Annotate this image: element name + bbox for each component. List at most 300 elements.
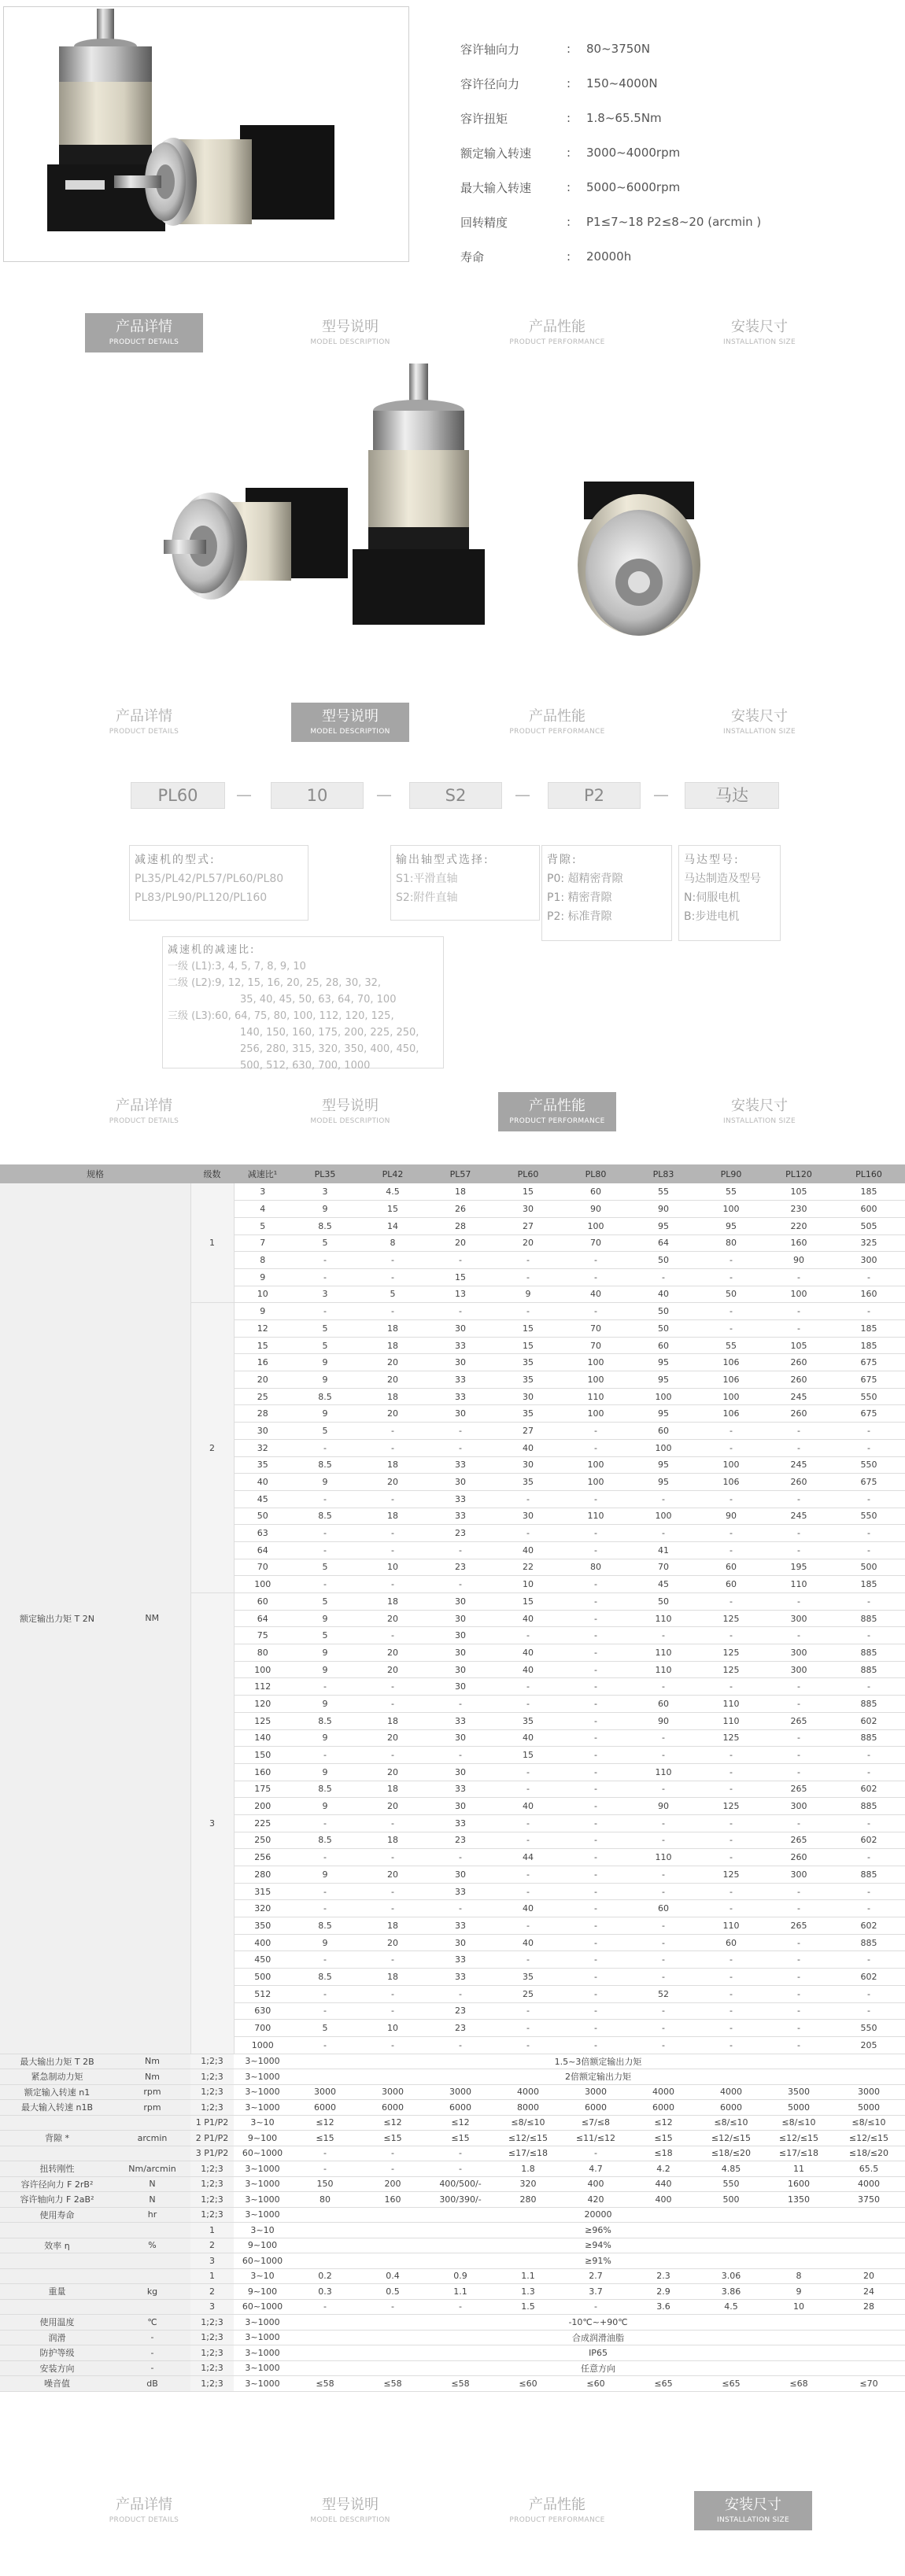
value-cell: 10 (765, 2299, 833, 2315)
value-cell: - (494, 1252, 562, 1269)
value-cell: 125 (697, 1610, 765, 1627)
value-cell: 885 (833, 1661, 905, 1678)
value-cell: 60 (697, 1576, 765, 1593)
value-cell: 300/390/- (427, 2192, 494, 2208)
value-cell: - (630, 1678, 697, 1696)
value-cell: 60 (630, 1423, 697, 1440)
stage-cell: 1 (190, 2268, 234, 2284)
tab-cn: 型号说明 (322, 1098, 379, 1114)
value-cell: 9 (291, 1610, 359, 1627)
value-cell: ≤15 (359, 2131, 427, 2146)
table-row (0, 1183, 905, 1201)
value-cell: 6000 (630, 2100, 697, 2116)
value-cell: 27 (494, 1423, 562, 1440)
span-value-cell: ≥94% (291, 2238, 905, 2253)
value-cell: 80 (697, 1234, 765, 1252)
value-cell: 10 (359, 1559, 427, 1576)
value-cell: - (427, 1303, 494, 1320)
spec-sep: : (567, 180, 571, 194)
value-cell: ≤8/≤10 (494, 2115, 562, 2131)
value-cell: 18 (359, 1832, 427, 1849)
stage-cell: 3 (190, 2253, 234, 2269)
value-cell: 9 (291, 1644, 359, 1662)
value-cell: 4000 (630, 2084, 697, 2100)
value-cell: - (427, 2161, 494, 2177)
row-unit (114, 2299, 190, 2315)
value-cell: 3 (291, 1286, 359, 1303)
value-cell: - (630, 2002, 697, 2020)
value-cell: - (833, 1303, 905, 1320)
row-unit: - (114, 2330, 190, 2345)
value-cell: - (562, 1747, 630, 1764)
table-row (0, 2207, 905, 2223)
ratio-cell: 630 (234, 2002, 291, 2020)
value-cell: - (494, 1525, 562, 1542)
value-cell: - (562, 1729, 630, 1747)
value-cell: - (833, 2002, 905, 2020)
value-cell: 23 (427, 1559, 494, 1576)
value-cell: - (765, 1439, 833, 1456)
value-cell: 95 (630, 1456, 697, 1474)
value-cell: 100 (562, 1474, 630, 1491)
value-cell: 100 (562, 1405, 630, 1423)
value-cell: 125 (697, 1798, 765, 1815)
value-cell: 30 (427, 1798, 494, 1815)
value-cell: 260 (765, 1474, 833, 1491)
tab-installation-size[interactable] (694, 2491, 812, 2530)
value-cell: - (697, 1627, 765, 1644)
value-cell: 105 (765, 1337, 833, 1354)
value-cell: 160 (359, 2192, 427, 2208)
value-cell: 110 (630, 1644, 697, 1662)
ratio-cell: 1000 (234, 2036, 291, 2054)
value-cell: - (697, 1951, 765, 1969)
tab-en: PRODUCT DETAILS (109, 1117, 179, 1125)
value-cell: - (833, 1900, 905, 1917)
ratio-cell: 3~1000 (234, 2360, 291, 2376)
value-cell: 9 (291, 1729, 359, 1747)
code-ratio: 10 (271, 782, 364, 809)
nav-tabs-1 (0, 313, 905, 352)
value-cell: 885 (833, 1798, 905, 1815)
row-label (0, 2253, 114, 2269)
value-cell: - (494, 1883, 562, 1900)
tab-product-details[interactable] (85, 2491, 203, 2530)
value-cell: 675 (833, 1405, 905, 1423)
row-label (0, 2268, 114, 2284)
value-cell: - (359, 1900, 427, 1917)
value-cell: - (630, 1832, 697, 1849)
value-cell: 0.4 (359, 2268, 427, 2284)
value-cell: - (833, 1627, 905, 1644)
value-cell: - (562, 1763, 630, 1781)
spec-row (460, 239, 870, 274)
value-cell: 110 (562, 1388, 630, 1405)
value-cell: 265 (765, 1781, 833, 1798)
value-cell: 60 (630, 1337, 697, 1354)
value-cell: - (427, 1252, 494, 1269)
value-cell: - (697, 1814, 765, 1832)
row-label: 噪音值 (0, 2376, 114, 2392)
value-cell: ≤12/≤15 (697, 2131, 765, 2146)
value-cell: 40 (494, 1644, 562, 1662)
code-dash: — (653, 785, 669, 804)
shaft-desc (390, 845, 540, 921)
value-cell: - (765, 1696, 833, 1713)
tab-product-details[interactable] (85, 313, 203, 352)
value-cell: 420 (562, 2192, 630, 2208)
value-cell: 13 (427, 1286, 494, 1303)
row-label: 重量 (0, 2284, 114, 2300)
tab-product-performance[interactable] (498, 703, 616, 742)
ratio-cell: 3~1000 (234, 2330, 291, 2345)
value-cell: - (562, 1303, 630, 1320)
value-cell: 18 (359, 1337, 427, 1354)
value-cell: - (765, 1934, 833, 1951)
value-cell: 8.5 (291, 1969, 359, 1986)
code-dash: — (376, 785, 392, 804)
value-cell: - (697, 1781, 765, 1798)
value-cell: ≤8/≤10 (765, 2115, 833, 2131)
value-cell: 100 (630, 1439, 697, 1456)
value-cell: 40 (494, 1661, 562, 1678)
value-cell: - (697, 1900, 765, 1917)
tab-cn: 产品详情 (116, 708, 172, 725)
value-cell: 20 (359, 1644, 427, 1662)
ratio-cell: 200 (234, 1798, 291, 1815)
spec-sep: : (567, 42, 571, 56)
value-cell: - (765, 1320, 833, 1338)
value-cell: 11 (765, 2161, 833, 2177)
table-row (0, 2268, 905, 2284)
tab-installation-size[interactable] (700, 703, 818, 742)
ratio-cell: 3~10 (234, 2268, 291, 2284)
value-cell: - (494, 1627, 562, 1644)
tab-model-description[interactable] (291, 1092, 409, 1131)
value-cell: 30 (427, 1661, 494, 1678)
value-cell: - (562, 1798, 630, 1815)
tab-en: PRODUCT PERFORMANCE (509, 2516, 605, 2524)
ratio-cell: 160 (234, 1763, 291, 1781)
tab-model-description[interactable] (291, 703, 409, 742)
value-cell: - (291, 1883, 359, 1900)
value-cell: 3750 (833, 2192, 905, 2208)
code-backlash: P2 (548, 782, 641, 809)
value-cell: 550 (833, 1388, 905, 1405)
value-cell: 675 (833, 1371, 905, 1389)
value-cell: 885 (833, 1696, 905, 1713)
value-cell: - (562, 1781, 630, 1798)
value-cell: 24 (833, 2284, 905, 2300)
table-row (0, 2161, 905, 2177)
value-cell: 150 (291, 2176, 359, 2192)
value-cell: ≤65 (630, 2376, 697, 2392)
value-cell: 125 (697, 1661, 765, 1678)
tab-installation-size[interactable] (700, 313, 818, 352)
value-cell: 3000 (291, 2084, 359, 2100)
value-cell: 3.6 (630, 2299, 697, 2315)
tab-product-performance[interactable] (498, 2491, 616, 2530)
ratio-cell: 64 (234, 1541, 291, 1559)
value-cell: - (427, 1423, 494, 1440)
row-unit: ℃ (114, 2315, 190, 2331)
ratio-cell: 125 (234, 1712, 291, 1729)
value-cell: 185 (833, 1320, 905, 1338)
ratio-cell: 60~1000 (234, 2299, 291, 2315)
value-cell: - (630, 1917, 697, 1935)
ratio-cell: 80 (234, 1644, 291, 1662)
value-cell: 64 (630, 1234, 697, 1252)
tab-product-performance[interactable] (498, 313, 616, 352)
spec-value: 80~3750N (586, 42, 651, 56)
value-cell: - (359, 1951, 427, 1969)
value-cell: - (562, 1541, 630, 1559)
value-cell: 1.1 (494, 2268, 562, 2284)
value-cell: 40 (494, 1439, 562, 1456)
code-dash: — (236, 785, 252, 804)
value-cell: - (765, 1627, 833, 1644)
value-cell: - (359, 1849, 427, 1866)
tab-installation-size[interactable] (700, 1092, 818, 1131)
value-cell: 14 (359, 1217, 427, 1234)
tab-model-description[interactable] (291, 2491, 409, 2530)
value-cell: 65.5 (833, 2161, 905, 2177)
value-cell: - (427, 1439, 494, 1456)
spec-value: 1.8~65.5Nm (586, 111, 662, 125)
hero-product-photo (3, 6, 409, 262)
table-header-cell: PL60 (494, 1164, 562, 1183)
value-cell: 300 (765, 1866, 833, 1884)
value-cell: 18 (359, 1508, 427, 1525)
value-cell: 20 (359, 1474, 427, 1491)
ratio-cell: 25 (234, 1388, 291, 1405)
ratio-cell: 512 (234, 1985, 291, 2002)
value-cell: 110 (697, 1712, 765, 1729)
value-cell: 8 (359, 1234, 427, 1252)
value-cell: - (359, 1525, 427, 1542)
table-row (0, 2238, 905, 2253)
stage-cell: 3 P1/P2 (190, 2146, 234, 2161)
tab-product-details[interactable] (85, 703, 203, 742)
value-cell: ≤8/≤10 (833, 2115, 905, 2131)
nav-tabs-4 (0, 2491, 905, 2530)
value-cell: - (562, 1866, 630, 1884)
ratio-cell: 350 (234, 1917, 291, 1935)
value-cell: 8.5 (291, 1456, 359, 1474)
value-cell: 1350 (765, 2192, 833, 2208)
value-cell: - (833, 1439, 905, 1456)
value-cell: 18 (359, 1320, 427, 1338)
tab-en: INSTALLATION SIZE (723, 338, 796, 346)
value-cell: ≤60 (562, 2376, 630, 2392)
value-cell: - (427, 1900, 494, 1917)
ratio-cell: 4 (234, 1201, 291, 1218)
value-cell: - (291, 2146, 359, 2161)
stage-cell: 1 P1/P2 (190, 2115, 234, 2131)
value-cell: 20 (359, 1763, 427, 1781)
value-cell: - (562, 1951, 630, 1969)
value-cell: 40 (494, 1900, 562, 1917)
ratio-cell: 60 (234, 1593, 291, 1611)
value-cell: - (833, 1883, 905, 1900)
ratio-cell: 140 (234, 1729, 291, 1747)
spec-sep: : (567, 146, 571, 160)
value-cell: 6000 (562, 2100, 630, 2116)
ratio-cell: 3~1000 (234, 2084, 291, 2100)
spec-key: 寿命 (460, 249, 485, 264)
value-cell: 300 (765, 1661, 833, 1678)
value-cell: 40 (630, 1286, 697, 1303)
value-cell: - (291, 1951, 359, 1969)
value-cell: - (765, 2002, 833, 2020)
value-cell: 400 (630, 2192, 697, 2208)
ratio-cell: 5 (234, 1217, 291, 1234)
ratio-cell: 9~100 (234, 2131, 291, 2146)
value-cell: 106 (697, 1474, 765, 1491)
value-cell: - (697, 1849, 765, 1866)
value-cell: ≤12/≤15 (494, 2131, 562, 2146)
tab-product-details[interactable] (85, 1092, 203, 1131)
value-cell: 40 (494, 1934, 562, 1951)
value-cell: 95 (697, 1217, 765, 1234)
value-cell: 300 (765, 1798, 833, 1815)
value-cell: 22 (494, 1559, 562, 1576)
torque-unit: NM (114, 1183, 190, 2054)
value-cell: 30 (494, 1201, 562, 1218)
value-cell: 40 (562, 1286, 630, 1303)
value-cell: - (765, 1541, 833, 1559)
value-cell: - (697, 2020, 765, 2037)
spec-list (460, 31, 870, 274)
value-cell: 80 (562, 1559, 630, 1576)
desc-line: 140, 150, 160, 175, 200, 225, 250, (240, 1027, 419, 1039)
value-cell: - (765, 1763, 833, 1781)
ratio-cell: 3~1000 (234, 2100, 291, 2116)
row-unit: N (114, 2192, 190, 2208)
value-cell: 20 (359, 1405, 427, 1423)
tab-en: INSTALLATION SIZE (723, 728, 796, 736)
value-cell: 550 (833, 1456, 905, 1474)
spec-row (460, 205, 870, 239)
value-cell: 300 (833, 1252, 905, 1269)
value-cell: 10 (494, 1576, 562, 1593)
value-cell: - (291, 1303, 359, 1320)
table-header-cell: PL120 (765, 1164, 833, 1183)
value-cell: - (291, 2002, 359, 2020)
ratio-cell: 3~10 (234, 2223, 291, 2238)
value-cell: 110 (765, 1576, 833, 1593)
ratio-cell: 150 (234, 1747, 291, 1764)
value-cell: - (359, 1423, 427, 1440)
value-cell: 185 (833, 1337, 905, 1354)
tab-model-description[interactable] (291, 313, 409, 352)
value-cell: 20 (359, 1354, 427, 1371)
value-cell: 160 (765, 1234, 833, 1252)
value-cell: 8 (765, 2268, 833, 2284)
value-cell: - (630, 1934, 697, 1951)
row-label: 使用寿命 (0, 2207, 114, 2223)
value-cell: 125 (697, 1729, 765, 1747)
row-label (0, 2299, 114, 2315)
value-cell: 30 (427, 1644, 494, 1662)
value-cell: 0.2 (291, 2268, 359, 2284)
value-cell: - (427, 1696, 494, 1713)
value-cell: 3.7 (562, 2284, 630, 2300)
row-label: 背隙 * (0, 2131, 114, 2146)
value-cell: - (291, 1541, 359, 1559)
value-cell: - (833, 1541, 905, 1559)
gearbox-photos-illustration (0, 362, 905, 677)
value-cell: - (562, 2002, 630, 2020)
value-cell: - (359, 1747, 427, 1764)
value-cell: 9 (291, 1798, 359, 1815)
value-cell: 35 (494, 1354, 562, 1371)
value-cell: 9 (291, 1405, 359, 1423)
ratio-cell: 250 (234, 1832, 291, 1849)
value-cell: 100 (562, 1456, 630, 1474)
value-cell: - (494, 1917, 562, 1935)
tab-en: MODEL DESCRIPTION (310, 2516, 390, 2524)
stage-cell: 2 (190, 2284, 234, 2300)
value-cell: - (427, 1849, 494, 1866)
desc-title: 减速机的型式: (135, 854, 216, 866)
row-unit: N (114, 2176, 190, 2192)
row-unit: kg (114, 2284, 190, 2300)
value-cell: 30 (427, 1763, 494, 1781)
value-cell: 1.5 (494, 2299, 562, 2315)
value-cell: - (562, 1439, 630, 1456)
tab-en: MODEL DESCRIPTION (310, 728, 390, 736)
value-cell: 4000 (494, 2084, 562, 2100)
row-label: 扭转刚性 (0, 2161, 114, 2177)
stage-cell: 1;2;3 (190, 2315, 234, 2331)
spec-sep: : (567, 249, 571, 264)
tab-product-performance[interactable] (498, 1092, 616, 1131)
desc-line: P1: 精密背隙 (547, 891, 612, 904)
value-cell: - (697, 1763, 765, 1781)
value-cell: 500 (697, 2192, 765, 2208)
tab-en: PRODUCT DETAILS (109, 728, 179, 736)
value-cell: - (494, 2036, 562, 2054)
value-cell: 15 (494, 1593, 562, 1611)
value-cell: 30 (494, 1508, 562, 1525)
stage-cell: 1;2;3 (190, 2176, 234, 2192)
tab-en: PRODUCT PERFORMANCE (509, 728, 605, 736)
value-cell: 5 (291, 1234, 359, 1252)
value-cell: 195 (765, 1559, 833, 1576)
row-unit (114, 2146, 190, 2161)
value-cell: 15 (494, 1183, 562, 1201)
row-label (0, 2146, 114, 2161)
value-cell: 30 (427, 1474, 494, 1491)
ratio-cell: 100 (234, 1661, 291, 1678)
value-cell: 3 (291, 1183, 359, 1201)
stage-cell: 1;2;3 (190, 2069, 234, 2085)
tab-cn: 产品性能 (529, 708, 585, 725)
value-cell: ≤8/≤10 (697, 2115, 765, 2131)
value-cell: 100 (697, 1456, 765, 1474)
spec-row (460, 101, 870, 135)
ratio-cell: 120 (234, 1696, 291, 1713)
value-cell: 400/500/- (427, 2176, 494, 2192)
spec-value: P1≤7~18 P2≤8~20 (arcmin ) (586, 215, 762, 229)
value-cell: 30 (427, 1678, 494, 1696)
value-cell: - (562, 2146, 630, 2161)
table-header-cell: PL35 (291, 1164, 359, 1183)
desc-title: 减速机的减速比: (168, 944, 256, 956)
value-cell: - (833, 1423, 905, 1440)
value-cell: 70 (630, 1559, 697, 1576)
